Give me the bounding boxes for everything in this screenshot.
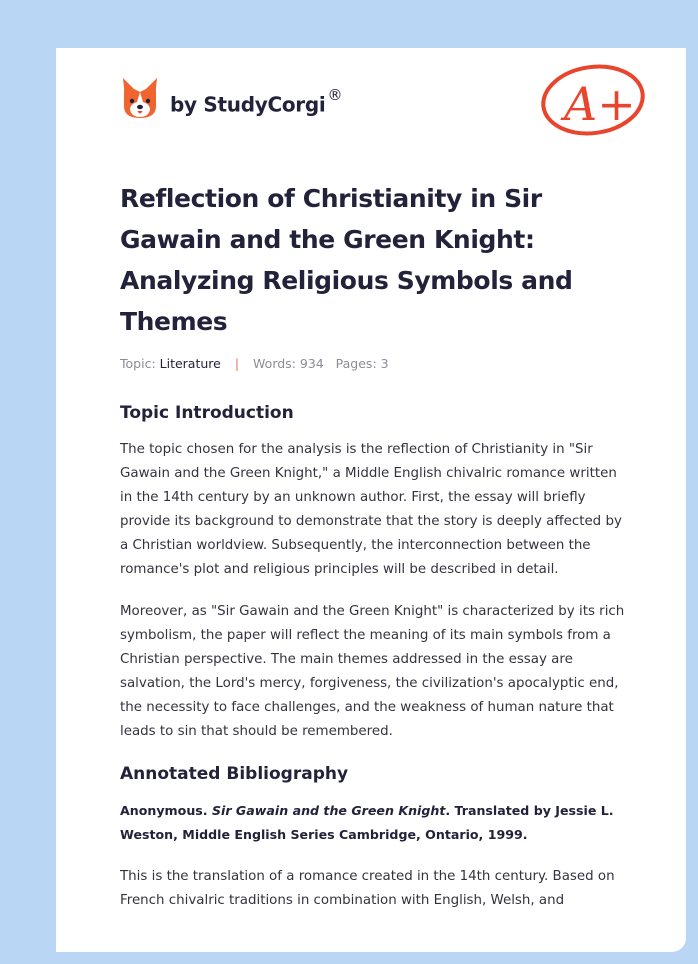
header [56,48,686,158]
bibliography-citation [120,799,630,847]
section-heading-introduction: Topic Introduction [120,403,294,423]
pages-value: 3 [380,356,389,371]
brand-name: by StudyCorgi ® [170,85,343,117]
corgi-icon [120,76,160,120]
document-page [56,48,686,952]
words-label: Words: [253,356,296,371]
paragraph: Moreover, as "Sir Gawain and the Green Knight" is characterized by its rich symbolism, the paper will reflect the meaning of its main symbols from a Christian perspective. The main themes addressed in the essay are salvation, the Lord's mercy, forgiveness, the civilization's apocalyptic end, the necessity to face challenges, and the weakness of human nature that leads to sin that should be remembered. [120,604,625,739]
a-plus-stamp-icon [538,60,648,140]
paragraph: This is the translation of a romance created in the 14th century. Based on French chivalric traditions in combination with English, Welsh, and [120,869,615,908]
paragraph: The topic chosen for the analysis is the reflection of Christianity in "Sir Gawain and the Green Knight," a Middle English chivalric romance written in the 14th century by an unknown author. First, the essay will briefly provide its background to demonstrate that the story is deeply affected by a Christian worldview. Subsequently, the interconnection between the romance's plot and religious principles will be described in detail. [120,442,622,577]
citation-work: Sir Gawain and the Green Knight [211,803,446,818]
studycorgi-logo[interactable] [120,76,342,120]
essay-content [120,178,630,913]
essay-title: Reflection of Christianity in Sir Gawain and the Green Knight: Analyzing Religious Symbols and Themes [120,184,573,336]
section-heading-bibliography: Annotated Bibliography [120,764,349,784]
grade-text: A+ [564,77,636,131]
citation-author: Anonymous. [120,803,208,818]
essay-meta [120,356,630,376]
pages-label: Pages: [335,356,377,371]
trademark: ® [327,85,343,104]
topic-label: Topic: [120,356,156,371]
meta-separator: | [234,356,240,371]
topic-link[interactable]: Literature [159,356,221,371]
citation-details: . Translated by Jessie L. Weston, Middle English Series Cambridge, Ontario, 1999. [120,803,614,842]
words-value: 934 [299,356,324,371]
